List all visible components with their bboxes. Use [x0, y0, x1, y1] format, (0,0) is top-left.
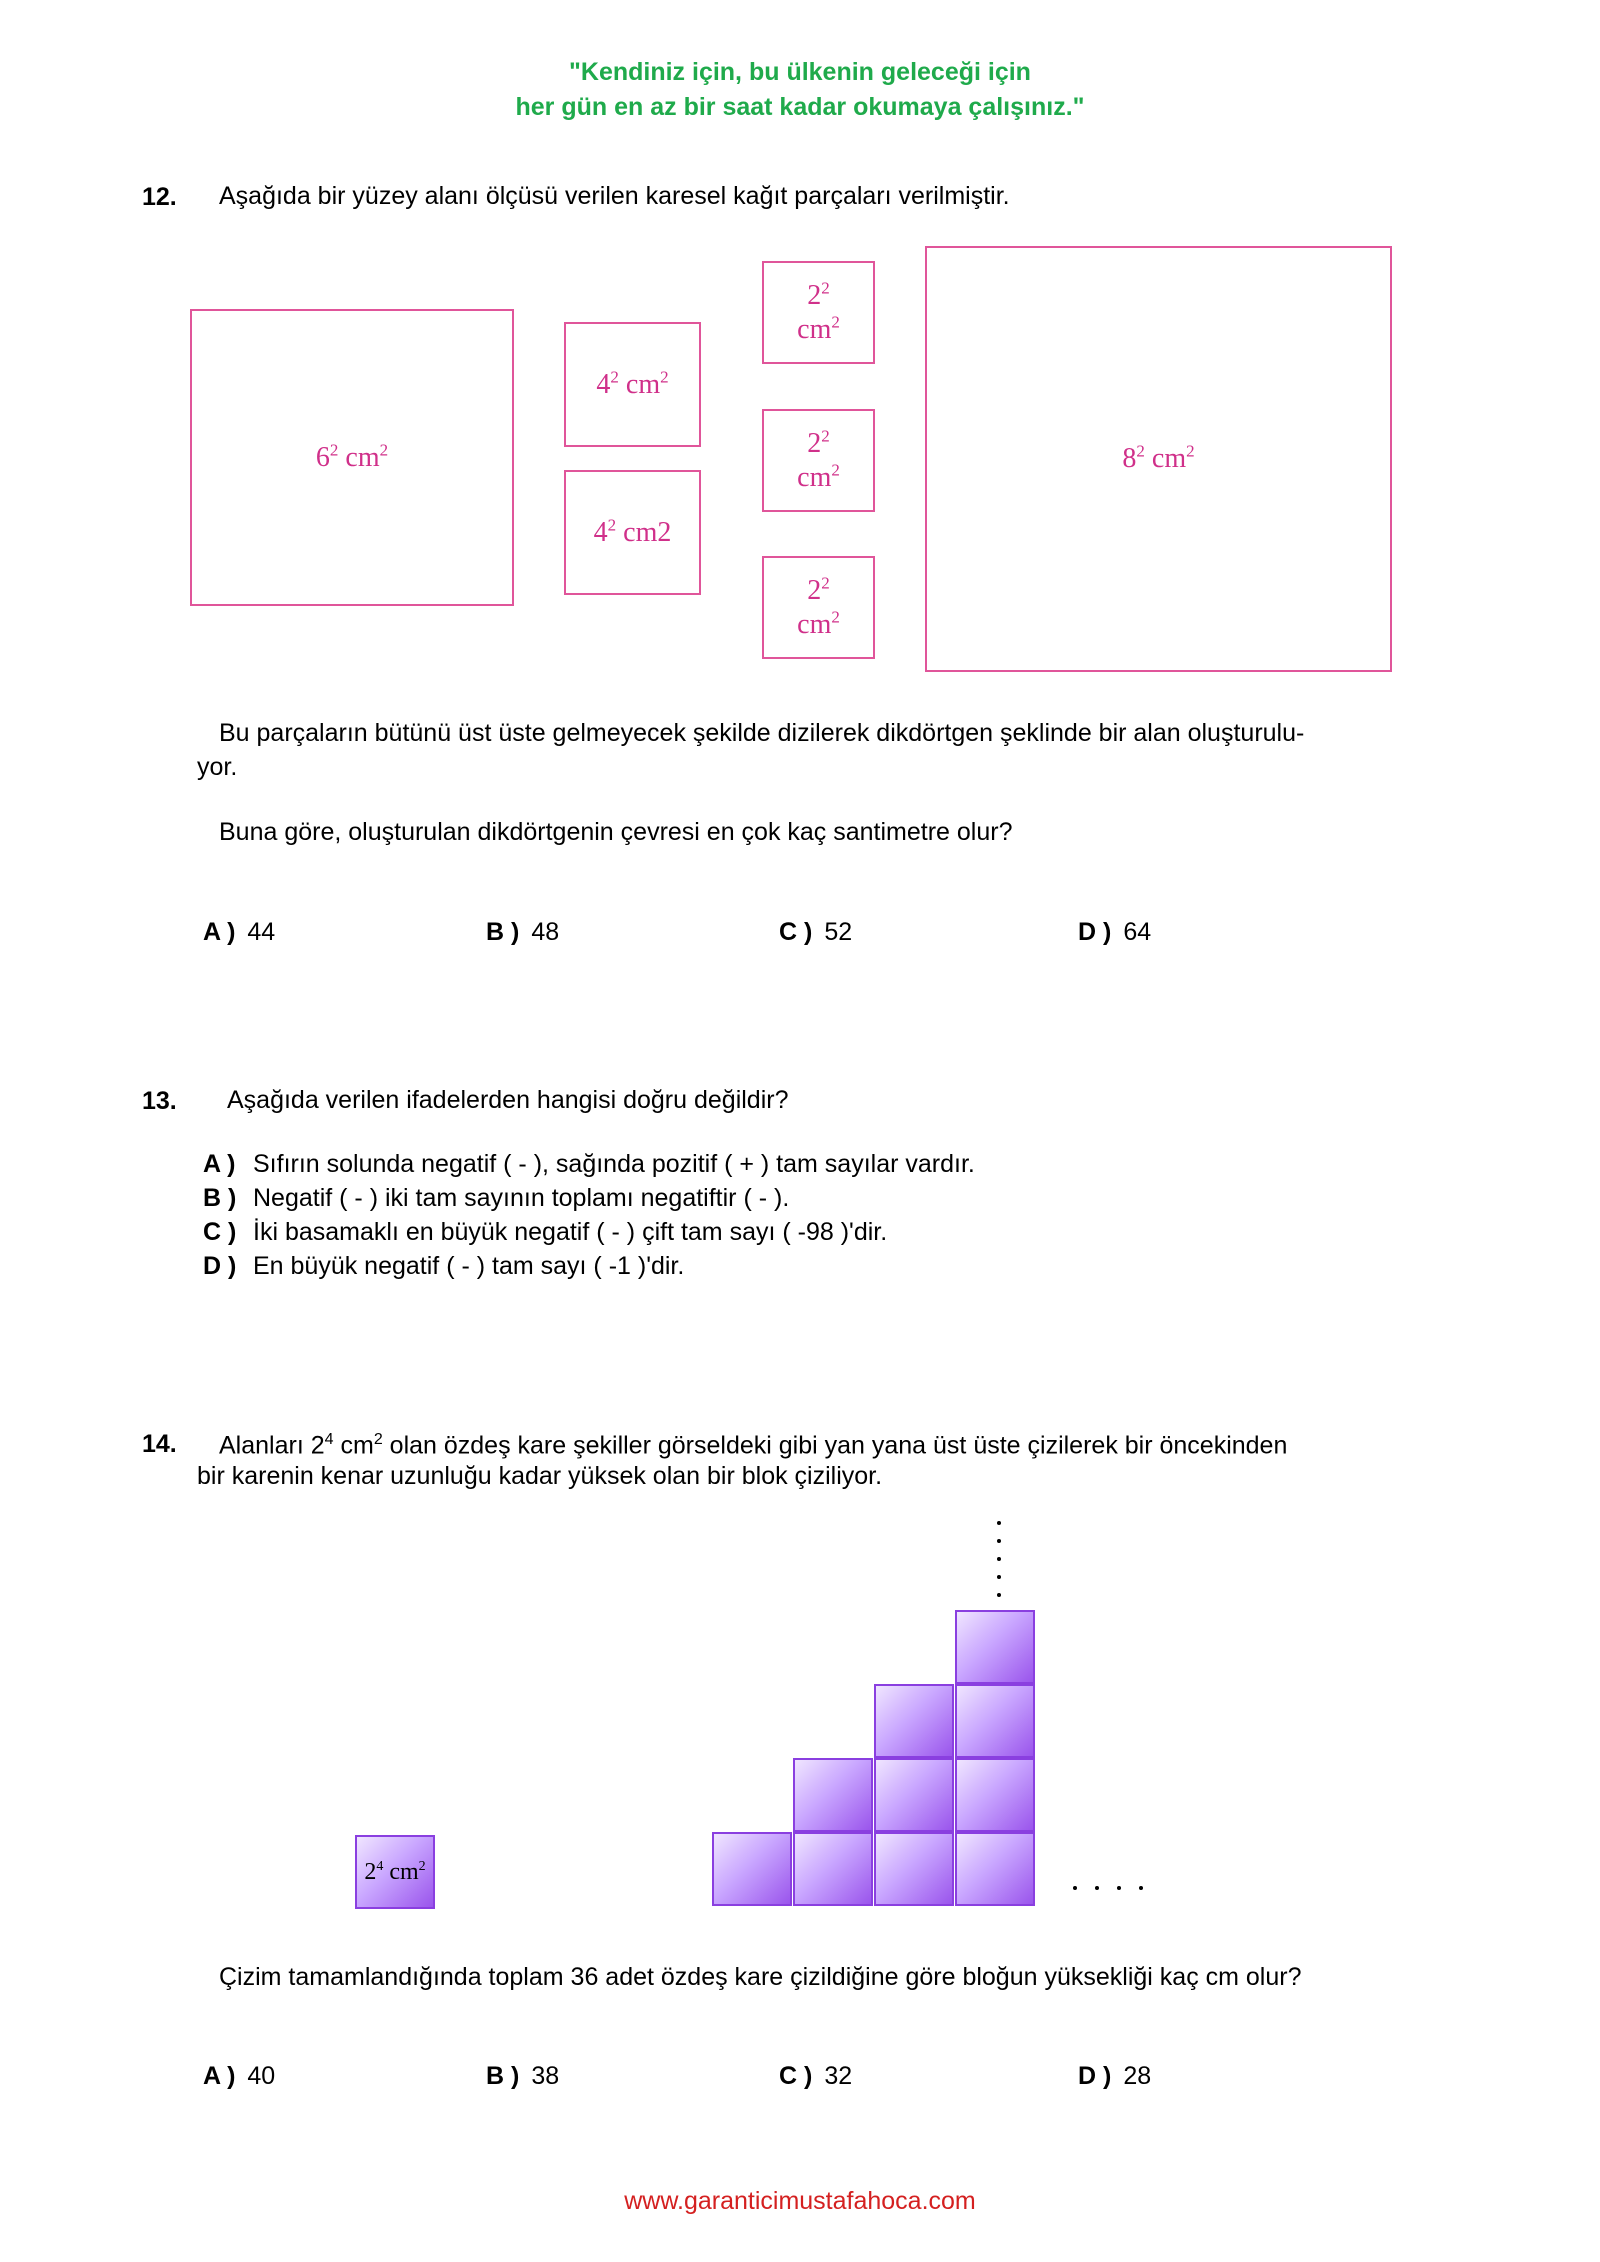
q14-stem-line-2: bir karenin kenar uzunluğu kadar yüksek olan bir blok çiziliyor.: [197, 1462, 883, 1490]
q12-paragraph-line-1: Bu parçaların bütünü üst üste gelmeyecek şekilde dizilerek dikdörtgen şeklinde bir alan oluşturulu-: [219, 719, 1305, 747]
q14-question: Çizim tamamlandığında toplam 36 adet özdeş kare çizildiğine göre bloğun yüksekliği kaç cm olur?: [219, 1963, 1302, 1991]
q14-option-d[interactable]: D ) 28: [1078, 2062, 1152, 2090]
piece-4-squared-top: $4^2$ $cm^2$: [564, 322, 701, 447]
q12-stem: Aşağıda bir yüzey alanı ölçüsü verilen karesel kağıt parçaları verilmiştir.: [219, 182, 1010, 210]
continuation-dot: [997, 1575, 1001, 1579]
continuation-dot: [1073, 1886, 1077, 1890]
q12-option-c[interactable]: C ) 52: [779, 918, 853, 946]
continuation-dot: [1139, 1886, 1143, 1890]
motto-line-2: her gün en az bir saat kadar okumaya çalışınız.": [515, 93, 1085, 121]
stair-square: [874, 1758, 954, 1832]
q14-option-a[interactable]: A ) 40: [203, 2062, 276, 2090]
stair-square: [793, 1832, 873, 1906]
piece-2-squared-1: $2^2$ $cm^2$: [762, 261, 875, 364]
q13-option-d[interactable]: D ) En büyük negatif ( - ) tam sayı ( -1 )'dir.: [203, 1252, 685, 1280]
stair-square: [793, 1758, 873, 1832]
q14-option-b[interactable]: B ) 38: [486, 2062, 560, 2090]
q12-paragraph-line-2: yor.: [197, 753, 238, 781]
q14-number: 14.: [142, 1430, 177, 1458]
continuation-dot: [997, 1521, 1001, 1525]
piece-8-squared: $8^2$ $cm^2$: [925, 246, 1392, 672]
stair-square: [874, 1684, 954, 1758]
q14-stem-line-1: Alanları $2^4$ $cm^2$ olan özdeş kare şekiller görseldeki gibi yan yana üst üste çizilerek bir öncekinden: [219, 1431, 1288, 1460]
q14-option-c[interactable]: C ) 32: [779, 2062, 853, 2090]
stair-square: [955, 1610, 1035, 1684]
q13-option-b[interactable]: B ) Negatif ( - ) iki tam sayının toplamı negatiftir ( - ).: [203, 1184, 790, 1212]
q13-option-a[interactable]: A ) Sıfırın solunda negatif ( - ), sağında pozitif ( + ) tam sayılar vardır.: [203, 1150, 975, 1178]
continuation-dot: [1095, 1886, 1099, 1890]
piece-2-squared-3: $2^2$ $cm^2$: [762, 556, 875, 659]
q12-number: 12.: [142, 183, 177, 211]
q13-number: 13.: [142, 1087, 177, 1115]
q12-option-d[interactable]: D ) 64: [1078, 918, 1152, 946]
stair-square: [955, 1832, 1035, 1906]
q13-option-c[interactable]: C ) İki basamaklı en büyük negatif ( - ) çift tam sayı ( -98 )'dir.: [203, 1218, 888, 1246]
q12-option-a[interactable]: A ) 44: [203, 918, 276, 946]
stair-square: [874, 1832, 954, 1906]
stair-square: [955, 1758, 1035, 1832]
continuation-dot: [997, 1557, 1001, 1561]
stair-square: [955, 1684, 1035, 1758]
q12-question: Buna göre, oluşturulan dikdörtgenin çevresi en çok kaç santimetre olur?: [219, 818, 1013, 846]
piece-6-squared: $6^2$ $cm^2$: [190, 309, 514, 606]
continuation-dot: [997, 1593, 1001, 1597]
continuation-dot: [997, 1539, 1001, 1543]
q12-option-b[interactable]: B ) 48: [486, 918, 560, 946]
continuation-dot: [1117, 1886, 1121, 1890]
piece-4-squared-bottom: $4^2$ cm2: [564, 470, 701, 595]
unit-square: $2^4$ $cm^2$: [355, 1835, 435, 1909]
footer-url[interactable]: www.garanticimustafahoca.com: [624, 2187, 976, 2215]
motto-line-1: "Kendiniz için, bu ülkenin geleceği için: [569, 58, 1031, 86]
q13-stem: Aşağıda verilen ifadelerden hangisi doğru değildir?: [227, 1086, 789, 1114]
piece-2-squared-2: $2^2$ $cm^2$: [762, 409, 875, 512]
stair-square: [712, 1832, 792, 1906]
